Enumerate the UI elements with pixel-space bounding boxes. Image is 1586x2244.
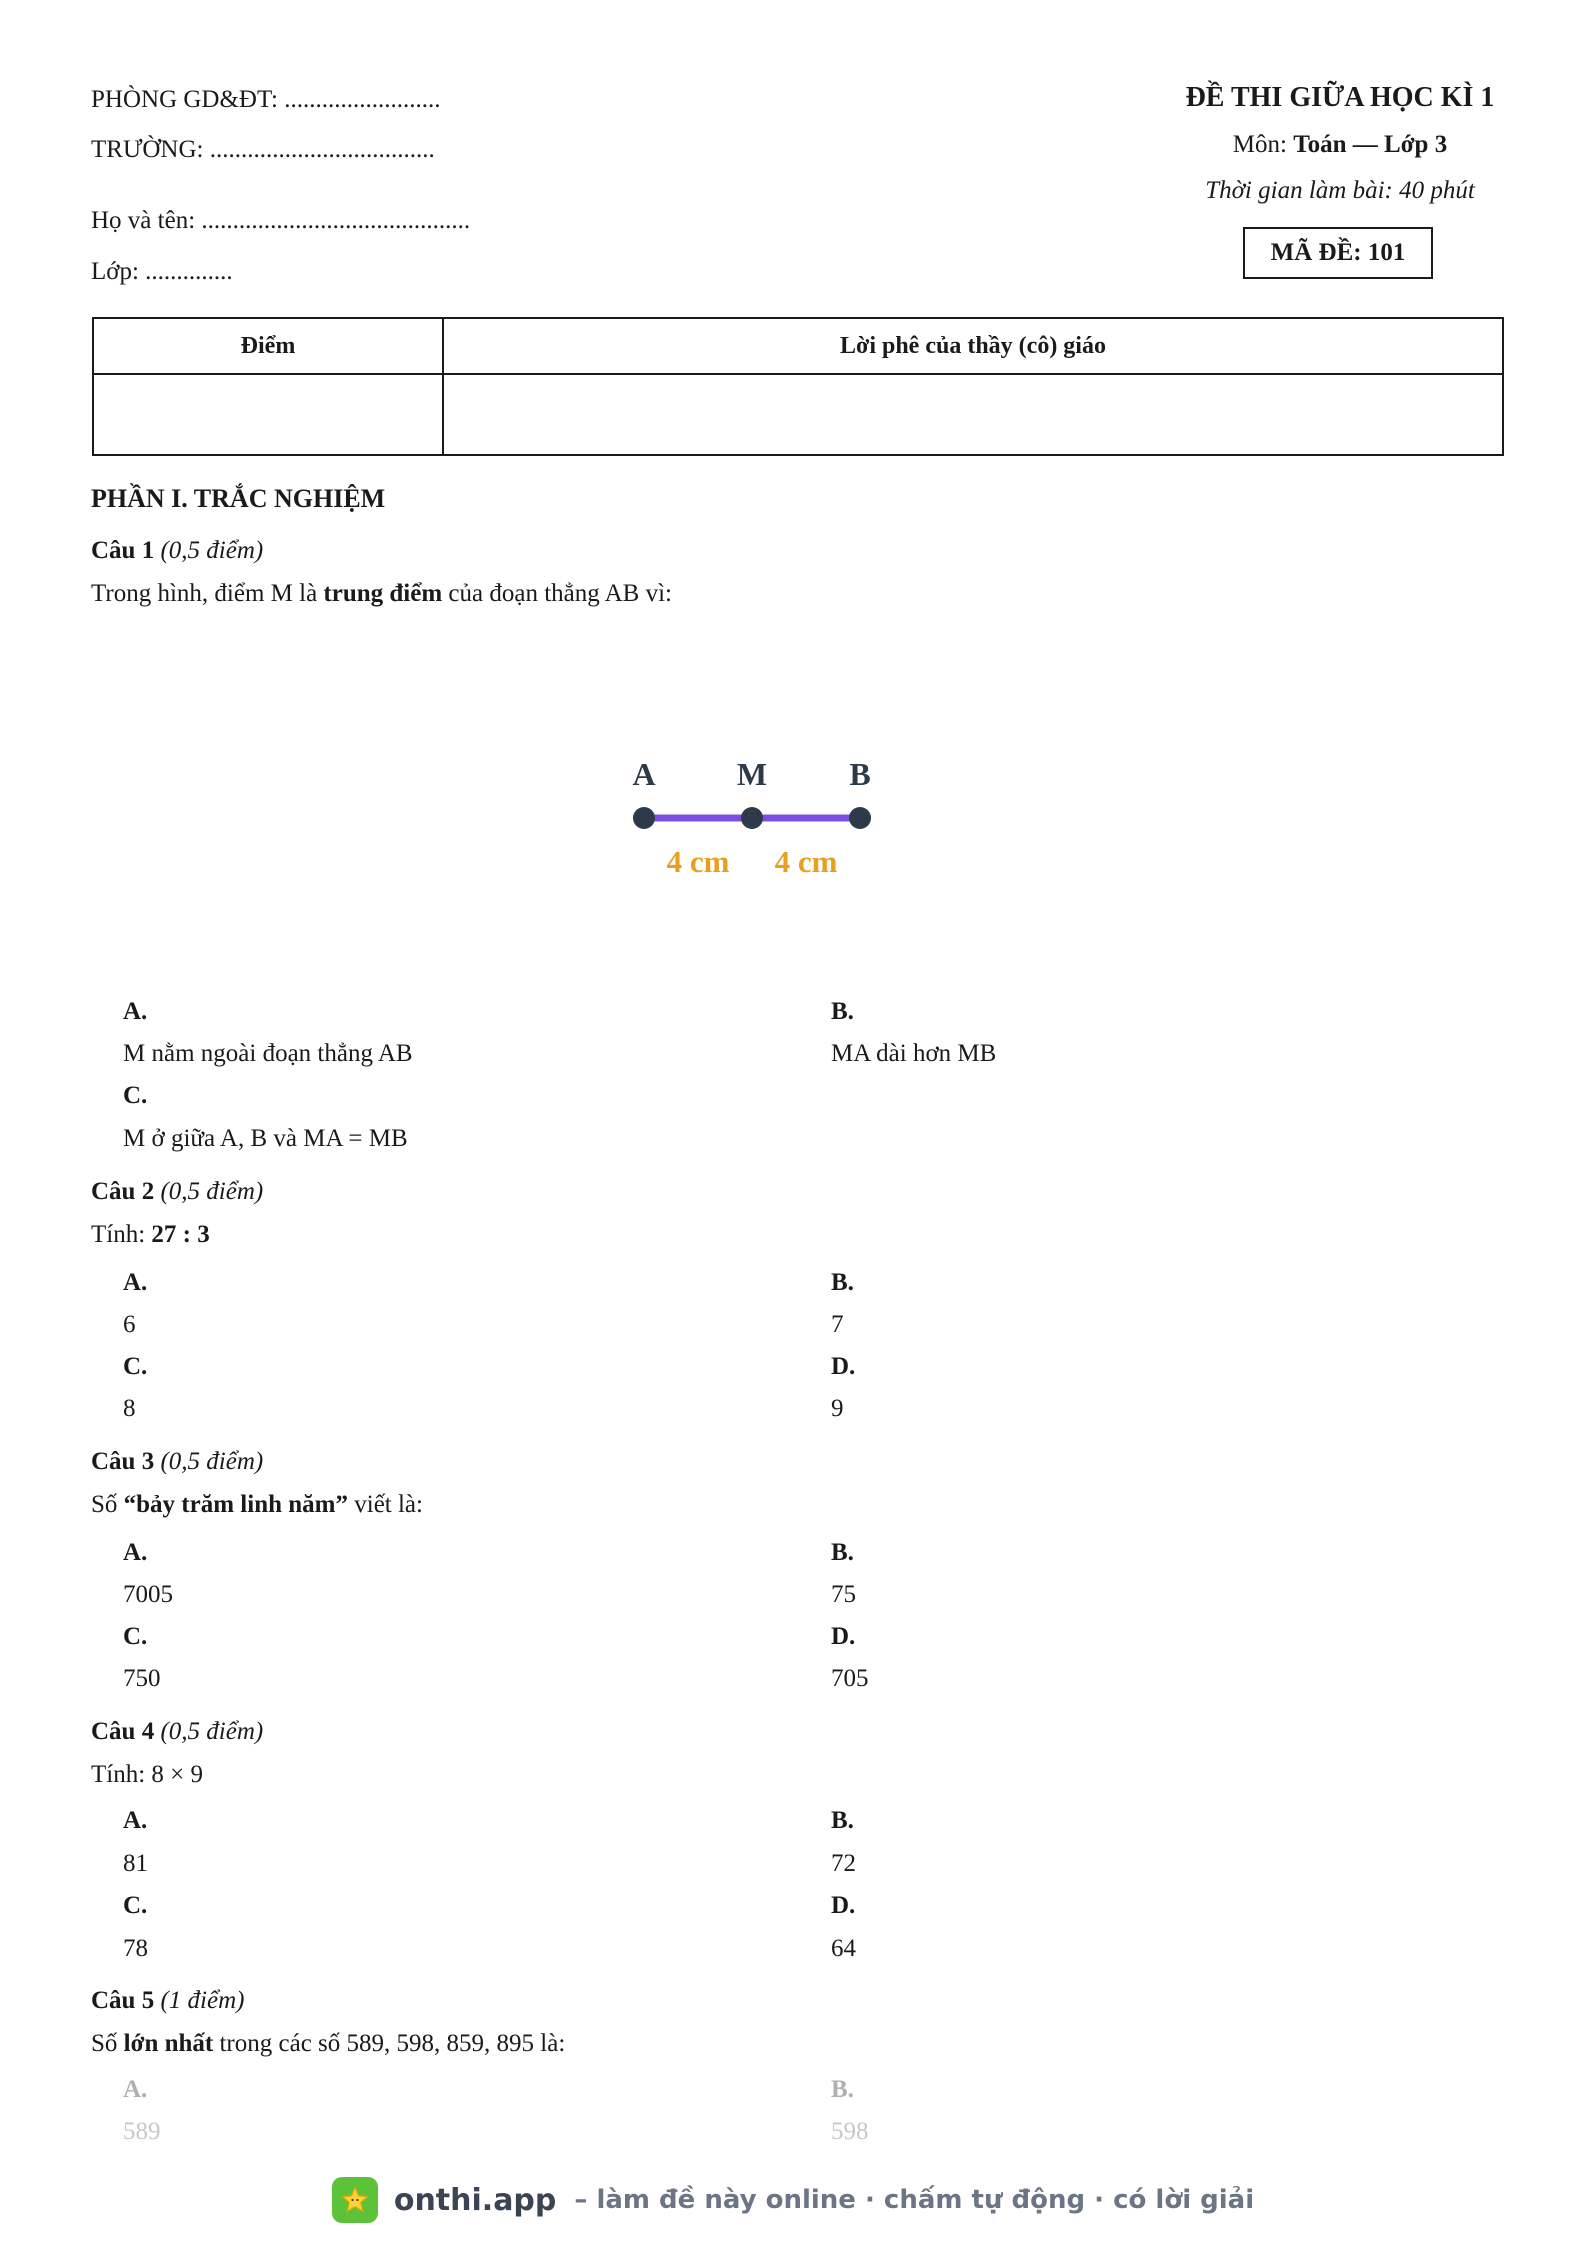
student-name-line: Họ và tên: ........................................... [91, 207, 471, 234]
star-icon [340, 2185, 370, 2215]
brand-name[interactable]: onthi.app [393, 2182, 557, 2218]
question-heading [91, 537, 263, 565]
question-text-part: viết là: [348, 1491, 423, 1518]
question-text-part: Trong hình, điểm M là [91, 580, 324, 607]
option-value: 72 [831, 1850, 856, 1877]
question-text-part: Số [91, 2030, 124, 2057]
question-text-part: trong các số 589, 598, 859, 895 là: [213, 2030, 566, 2057]
option-letter: A. [123, 1269, 148, 1296]
option-letter: B. [831, 1807, 854, 1834]
question-text-emphasis: lớn nhất [123, 2030, 214, 2057]
option-value: 75 [831, 1581, 856, 1608]
question-text-part: Tính: [91, 1221, 152, 1248]
exam-time: Thời gian làm bài: 40 phút [1205, 177, 1475, 204]
option-letter: C. [123, 1623, 148, 1650]
question-text-emphasis: “bảy trăm linh năm” [123, 1491, 348, 1518]
score-cell [93, 374, 443, 455]
point-label-b: B [849, 756, 871, 792]
option-letter: B. [831, 998, 854, 1025]
option-value: 589 [123, 2118, 161, 2145]
question-text [91, 2030, 565, 2058]
onthi-logo [332, 2177, 378, 2223]
question-label: Câu 4 [91, 1718, 155, 1745]
option-letter: A. [123, 2076, 148, 2103]
option-letter: B. [831, 1269, 854, 1296]
exam-subject [1160, 131, 1520, 159]
question-text-emphasis: 27 : 3 [151, 1221, 210, 1248]
option-value: M nằm ngoài đoạn thẳng AB [123, 1040, 413, 1067]
question-label: Câu 3 [91, 1448, 155, 1475]
option-value: 6 [123, 1311, 136, 1338]
question-text [91, 580, 672, 608]
comment-cell [443, 374, 1503, 455]
point-b [849, 807, 871, 829]
midpoint-diagram [600, 730, 1000, 910]
exam-code-box: MÃ ĐỀ: 101 [1243, 227, 1433, 279]
subject-label: Môn: [1232, 131, 1287, 158]
exam-title: ĐỀ THI GIỮA HỌC KÌ 1 [1185, 82, 1495, 113]
option-value: 7005 [123, 1581, 173, 1608]
question-heading [91, 1718, 263, 1746]
option-value: MA dài hơn MB [831, 1040, 997, 1067]
question-points: (0,5 điểm) [160, 1178, 264, 1205]
score-table [92, 317, 1504, 456]
question-text-part: của đoạn thẳng AB vì: [442, 580, 672, 607]
comment-header: Lời phê của thầy (cô) giáo [443, 318, 1503, 374]
score-header: Điểm [93, 318, 443, 374]
question-label: Câu 5 [91, 1987, 155, 2014]
question-points: (0,5 điểm) [160, 537, 264, 564]
option-value: 78 [123, 1935, 148, 1962]
section-title: PHẦN I. TRẮC NGHIỆM [91, 484, 386, 513]
option-letter: A. [123, 1807, 148, 1834]
question-heading [91, 1987, 244, 2015]
option-value: 7 [831, 1311, 844, 1338]
option-value: 750 [123, 1665, 161, 1692]
question-points: (0,5 điểm) [160, 1448, 264, 1475]
promo-footer[interactable] [0, 2170, 1586, 2230]
class-line: Lớp: .............. [91, 258, 233, 285]
question-label: Câu 2 [91, 1178, 155, 1205]
question-heading [91, 1178, 263, 1206]
question-text-part: Số [91, 1491, 124, 1518]
segment-label-am: 4 cm [666, 844, 730, 879]
question-text-emphasis: trung điểm [323, 580, 443, 607]
option-letter: A. [123, 998, 148, 1025]
point-m [741, 807, 763, 829]
question-label: Câu 1 [91, 537, 155, 564]
option-letter: D. [831, 1623, 856, 1650]
option-letter: C. [123, 1892, 148, 1919]
question-text [91, 1491, 423, 1519]
option-value: 81 [123, 1850, 148, 1877]
segment-label-mb: 4 cm [774, 844, 838, 879]
option-letter: C. [123, 1082, 148, 1109]
question-points: (1 điểm) [160, 1987, 245, 2014]
question-heading [91, 1448, 263, 1476]
option-value: 8 [123, 1395, 136, 1422]
option-letter: D. [831, 1892, 856, 1919]
option-letter: B. [831, 2076, 854, 2103]
brand-tagline: – làm đề này online · chấm tự động · có lời giải [574, 2185, 1255, 2215]
option-value: 705 [831, 1665, 869, 1692]
question-text: Tính: 8 × 9 [91, 1761, 204, 1788]
subject-value: Toán — Lớp 3 [1293, 131, 1448, 158]
question-text [91, 1221, 210, 1249]
option-letter: A. [123, 1539, 148, 1566]
school-line: TRƯỜNG: .................................... [91, 136, 435, 163]
point-label-a: A [632, 756, 656, 792]
option-value: 9 [831, 1395, 844, 1422]
option-letter: D. [831, 1353, 856, 1380]
option-value: M ở giữa A, B và MA = MB [123, 1125, 408, 1152]
point-a [633, 807, 655, 829]
option-letter: C. [123, 1353, 148, 1380]
point-label-m: M [736, 756, 768, 792]
option-letter: B. [831, 1539, 854, 1566]
option-value: 64 [831, 1935, 856, 1962]
question-points: (0,5 điểm) [160, 1718, 264, 1745]
option-value: 598 [831, 2118, 869, 2145]
department-line: PHÒNG GD&ĐT: ......................... [91, 86, 441, 113]
